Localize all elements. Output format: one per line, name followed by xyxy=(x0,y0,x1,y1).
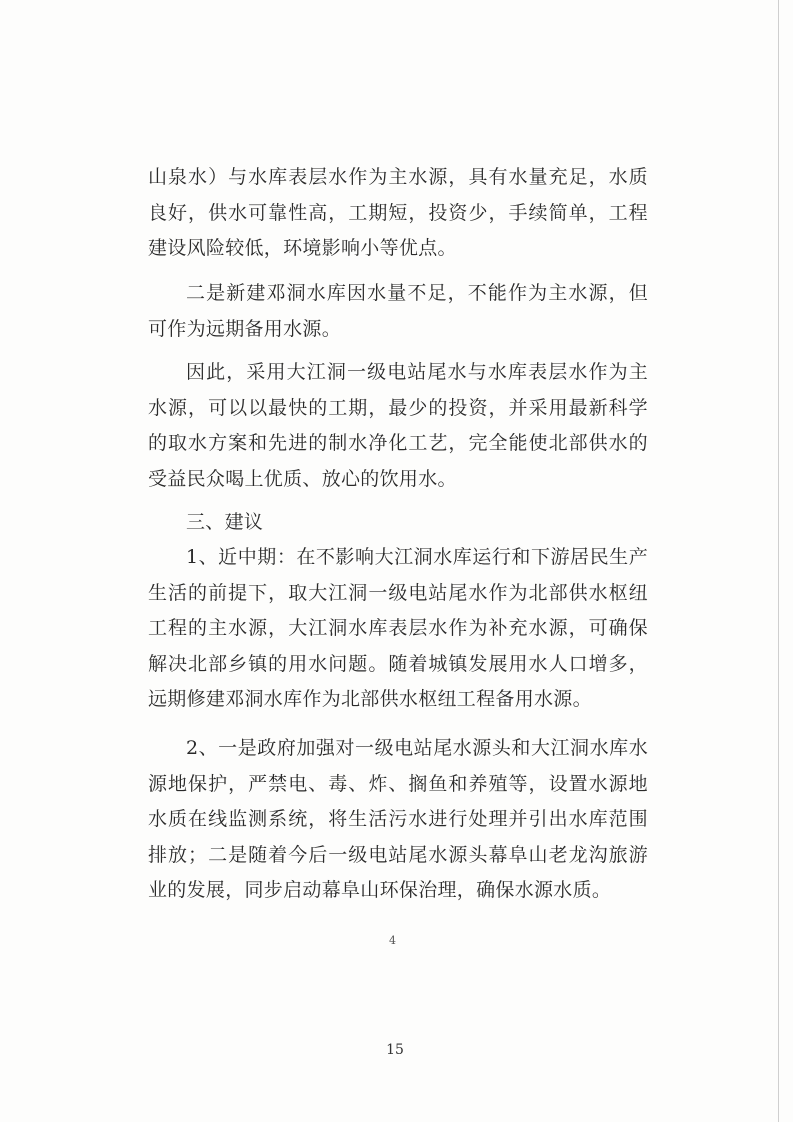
paragraph-suggestion-1: 1、近中期：在不影响大江洞水库运行和下游居民生产生活的前提下，取大江洞一级电站尾水作为北部供水枢纽工程的主水源，大江洞水库表层水作为补充水源，可确保解决北部乡镇的用水问题。随着城镇发展用水人口增多，远期修建邓洞水库作为北部供水枢纽工程备用水源。 xyxy=(148,546,648,710)
scan-edge-divider xyxy=(778,0,779,1122)
paragraph-suggestion-2: 2、一是政府加强对一级电站尾水源头和大江洞水库水源地保护，严禁电、毒、炸、搁鱼和养殖等，设置水源地水质在线监测系统，将生活污水进行处理并引出水库范围排放；二是随着今后一级电站尾水源头幕阜山老龙沟旅游业的发展，同步启动幕阜山环保治理，确保水源水质。 xyxy=(148,737,648,901)
scan-mark: 4 xyxy=(389,934,396,947)
paragraph-water-source-advantages: 山泉水）与水库表层水作为主水源，具有水量充足，水质良好，供水可靠性高，工期短，投资少，手续简单，工程建设风险较低，环境影响小等优点。 xyxy=(148,166,648,259)
section-heading-suggestions: 三、建议 xyxy=(186,511,264,533)
paragraph-conclusion: 因此，采用大江洞一级电站尾水与水库表层水作为主水源，可以以最快的工期，最少的投资，并采用最新科学的取水方案和先进的制水净化工艺，完全能使北部供水的受益民众喝上优质、放心的饮用水。 xyxy=(148,361,648,490)
page-number: 15 xyxy=(386,1042,404,1058)
paragraph-dengdong-reservoir: 二是新建邓洞水库因水量不足，不能作为主水源，但可作为远期备用水源。 xyxy=(148,282,648,340)
